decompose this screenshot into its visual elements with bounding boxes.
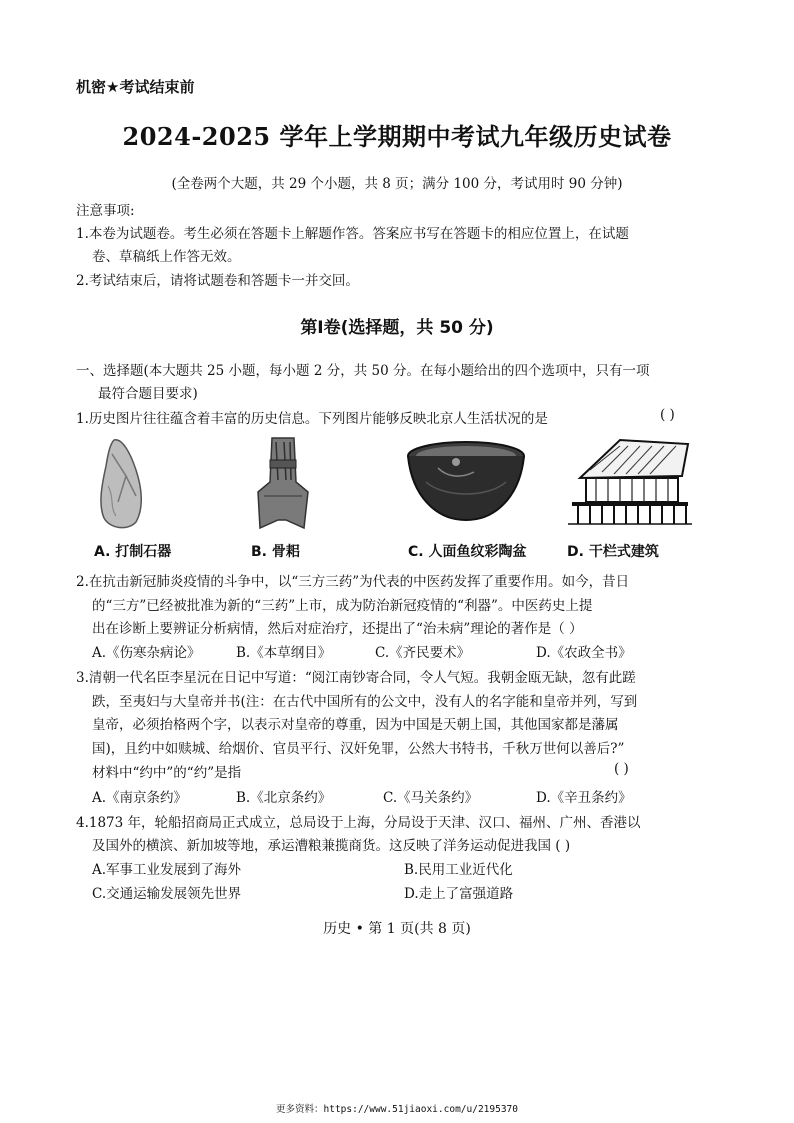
stilt-house-icon	[568, 436, 692, 532]
q1-stem: 1.历史图片往往蕴含着丰富的历史信息。下列图片能够反映北京人生活状况的是	[76, 411, 548, 427]
exam-title: 2024-2025 学年上学期期中考试九年级历史试卷	[122, 122, 672, 151]
q3-option-c[interactable]: C.《马关条约》	[383, 790, 479, 806]
stone-tool-icon	[96, 436, 148, 536]
bone-spade-icon	[248, 434, 318, 538]
confidential-label: 机密★考试结束前	[76, 78, 195, 96]
q2-option-d[interactable]: D.《农政全书》	[536, 645, 632, 661]
q2-option-a[interactable]: A.《伤寒杂病论》	[92, 645, 201, 661]
q2-line-1: 2.在抗击新冠肺炎疫情的斗争中，以“三方三药”为代表的中医药发挥了重要作用。如今，昔日	[76, 574, 630, 590]
section-intro-line-2: 最符合题目要求)	[98, 386, 198, 402]
notice-item-1-line-1: 1.本卷为试题卷。考生必须在答题卡上解题作答。答案应书写在答题卡的相应位置上，在试题	[76, 226, 629, 242]
q1-option-d[interactable]: D. 干栏式建筑	[567, 544, 659, 560]
q2-line-3: 出在诊断上要辨证分析病情，然后对症治疗，还提出了“治未病”理论的著作是（ ）	[92, 621, 583, 637]
q1-option-b[interactable]: B. 骨耜	[251, 544, 300, 560]
q2-line-2: 的“三方”已经被批准为新的“三药”上市，成为防治新冠疫情的“利器”。中医药史上提	[92, 598, 593, 614]
q3-line-5: 材料中“约中”的“约”是指	[92, 765, 242, 781]
q4-line-1: 4.1873 年，轮船招商局正式成立，总局设于上海，分局设于天津、汉口、福州、广州、香港以	[76, 815, 641, 831]
q4-line-2: 及国外的横滨、新加坡等地，承运漕粮兼揽商货。这反映了洋务运动促进我国 ( )	[92, 838, 571, 854]
q4-option-a[interactable]: A.军事工业发展到了海外	[92, 862, 242, 878]
q3-option-d[interactable]: D.《辛丑条约》	[536, 790, 632, 806]
q2-option-b[interactable]: B.《本草纲目》	[236, 645, 332, 661]
page-number: 历史 • 第 1 页(共 8 页)	[323, 921, 471, 937]
exam-subtitle: (全卷两个大题，共 29 个小题，共 8 页；满分 100 分，考试用时 90 分钟)	[171, 176, 623, 192]
source-link[interactable]: 更多资料：https://www.51jiaoxi.com/u/2195370	[276, 1104, 518, 1115]
q1-option-a[interactable]: A. 打制石器	[94, 544, 172, 560]
pottery-bowl-icon	[404, 438, 528, 530]
q4-option-d[interactable]: D.走上了富强道路	[404, 886, 514, 902]
q4-option-b[interactable]: B.民用工业近代化	[404, 862, 513, 878]
section-title: 第Ⅰ卷(选择题，共 50 分)	[300, 318, 494, 338]
q2-option-c[interactable]: C.《齐民要术》	[375, 645, 471, 661]
q3-line-1: 3.清朝一代名臣李星沅在日记中写道：“阅江南钞寄合同，令人气短。我朝金瓯无缺，忽有此蹉	[76, 670, 636, 686]
q1-option-c[interactable]: C. 人面鱼纹彩陶盆	[408, 544, 527, 560]
notice-item-2: 2.考试结束后，请将试题卷和答题卡一并交回。	[76, 273, 359, 289]
q1-answer-paren: ( )	[660, 407, 675, 423]
q3-option-a[interactable]: A.《南京条约》	[92, 790, 188, 806]
section-intro-line-1: 一、选择题(本大题共 25 小题，每小题 2 分，共 50 分。在每小题给出的四个选项中，只有一项	[76, 363, 650, 379]
q3-answer-paren: ( )	[614, 761, 629, 777]
q3-line-3: 皇帝，必须抬格两个字，以表示对皇帝的尊重，因为中国是天朝上国，其他国家都是藩属	[92, 717, 619, 733]
q4-option-c[interactable]: C.交通运输发展领先世界	[92, 886, 242, 902]
notice-heading: 注意事项:	[76, 203, 135, 219]
notice-item-1-line-2: 卷、草稿纸上作答无效。	[92, 249, 241, 265]
q3-line-4: 国)，且约中如赎城、给烟价、官员平行、汉奸免罪，公然大书特书，千秋万世何以善后?”	[92, 741, 625, 757]
q3-option-b[interactable]: B.《北京条约》	[236, 790, 332, 806]
q3-line-2: 跌，至夷妇与大皇帝并书(注：在古代中国所有的公文中，没有人的名字能和皇帝并列，写到	[92, 694, 638, 710]
